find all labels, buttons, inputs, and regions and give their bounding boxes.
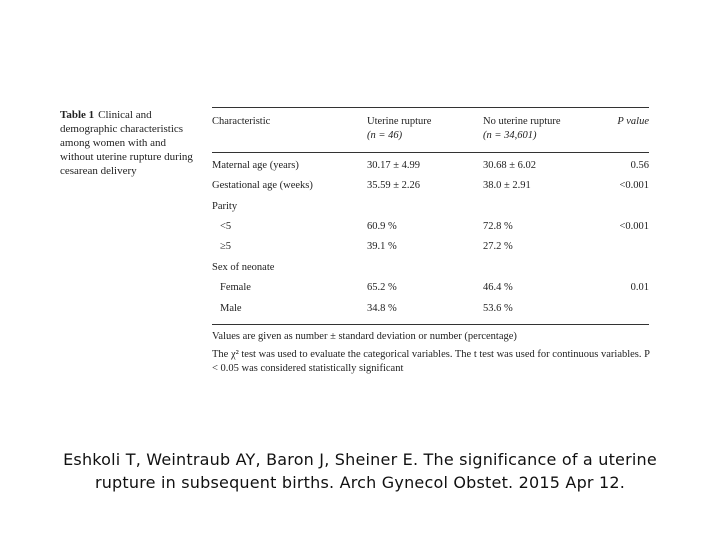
cell-no-rupture: 53.6 % (483, 303, 513, 314)
header-characteristic: Characteristic (212, 116, 271, 127)
table-header-rule (212, 152, 649, 153)
footnote: Values are given as number ± standard deviation or number (percentage) (212, 331, 517, 342)
header-no-uterine-rupture (483, 115, 561, 143)
cell-rupture: 35.59 ± 2.26 (367, 180, 421, 191)
row-label: Sex of neonate (212, 262, 275, 273)
cell-p-value: 0.56 (630, 160, 649, 171)
cell-no-rupture: 30.68 ± 6.02 (483, 160, 537, 171)
table-bottom-rule (212, 324, 649, 325)
citation-line: Eshkoli T, Weintraub AY, Baron J, Sheiner E. The significance of a uterine (63, 450, 657, 469)
table-label: Table 1 (60, 109, 95, 121)
cell-no-rupture: 27.2 % (483, 241, 513, 252)
table-row (212, 303, 649, 319)
header-no-rupture-line2: (n = 34,601) (483, 130, 537, 141)
cell-no-rupture: 72.8 % (483, 221, 513, 232)
cell-p-value: 0.01 (630, 282, 649, 293)
row-label: Gestational age (weeks) (212, 180, 313, 191)
table-caption-text: Clinical and demographic characteristics among women with and without uterine rupture during cesarean delivery (60, 109, 193, 177)
citation (0, 448, 720, 494)
cell-p-value: <0.001 (619, 180, 649, 191)
row-label: Female (220, 282, 251, 293)
header-uterine-rupture-line2: (n = 46) (367, 130, 403, 141)
cell-rupture: 39.1 % (367, 241, 397, 252)
table-caption (60, 108, 200, 178)
footnote: The χ² test was used to evaluate the categorical variables. The t test was used for continuous variables. P < 0.05 was considered statistically significant (212, 349, 650, 374)
row-label: <5 (220, 221, 232, 232)
row-label: Male (220, 303, 242, 314)
table-footnotes (212, 330, 657, 380)
row-label: ≥5 (220, 241, 232, 252)
table-top-rule (212, 107, 649, 108)
table-row (212, 201, 649, 217)
table-row (212, 160, 649, 176)
cell-rupture: 60.9 % (367, 221, 397, 232)
table-header-row (212, 115, 649, 145)
table-row (212, 180, 649, 196)
cell-p-value: <0.001 (619, 221, 649, 232)
table-row (212, 262, 649, 278)
row-label: Parity (212, 201, 238, 212)
cell-rupture: 65.2 % (367, 282, 397, 293)
table-row (212, 241, 649, 257)
row-label: Maternal age (years) (212, 160, 299, 171)
cell-no-rupture: 38.0 ± 2.91 (483, 180, 531, 191)
header-uterine-rupture (367, 115, 431, 143)
citation-line: rupture in subsequent births. Arch Gynecol Obstet. 2015 Apr 12. (94, 473, 626, 492)
header-p-value: P value (617, 116, 649, 127)
header-no-rupture-line1: No uterine rupture (483, 116, 561, 127)
header-uterine-rupture-line1: Uterine rupture (367, 116, 432, 127)
cell-no-rupture: 46.4 % (483, 282, 513, 293)
cell-rupture: 30.17 ± 4.99 (367, 160, 421, 171)
cell-rupture: 34.8 % (367, 303, 397, 314)
table-row (212, 282, 649, 298)
table-row (212, 221, 649, 237)
